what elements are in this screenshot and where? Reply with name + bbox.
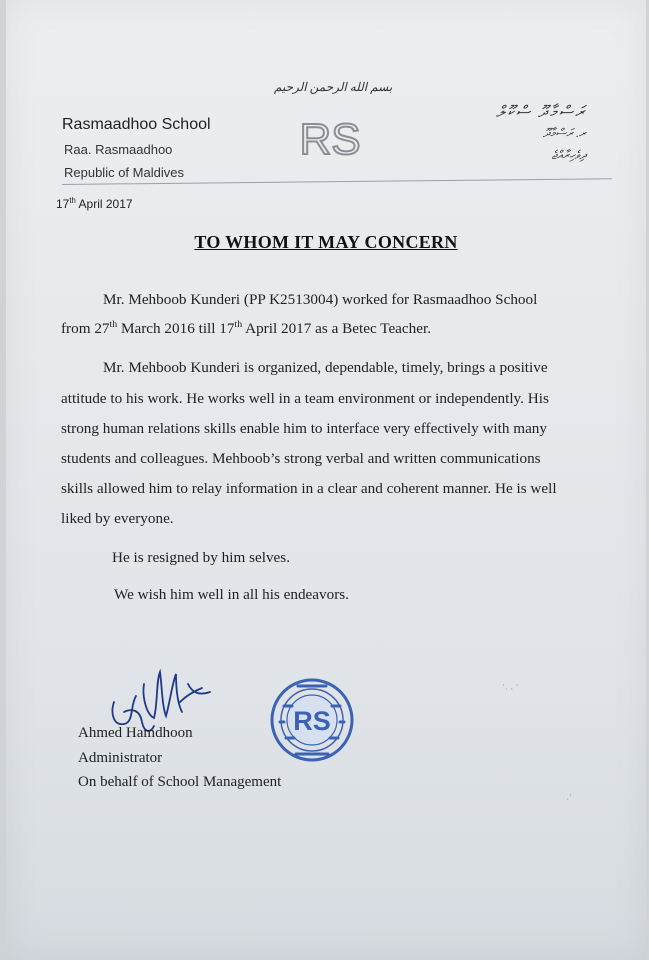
paragraph-line: attitude to his work. He works well in a team environment or independently. His: [61, 390, 549, 407]
logo-letters: RS: [299, 115, 361, 164]
letter-title: TO WHOM IT MAY CONCERN: [194, 232, 458, 252]
paragraph-line: skills allowed him to relay information in a clear and coherent manner. He is well: [61, 480, 557, 497]
paper-speck: ·ˏ ˎ ·: [502, 680, 519, 690]
stamp-letters: RS: [293, 706, 331, 736]
school-stamp: [268, 676, 356, 764]
school-name: Rasmaadhoo School: [62, 116, 211, 133]
dhivehi-atoll: ރ. ރަސްމާދޫ: [542, 126, 586, 140]
paragraph-line: Mr. Mehboob Kunderi (PP K2513004) worked for Rasmaadhoo School: [103, 291, 538, 308]
letter-date: 17th April 2017: [56, 196, 133, 211]
signatory-role: Administrator: [78, 750, 163, 766]
paper-speck: ˎ·: [566, 790, 572, 800]
school-country: Republic of Maldives: [64, 165, 184, 180]
paragraph-line: liked by everyone.: [61, 510, 174, 527]
paragraph-line: He is resigned by him selves.: [112, 549, 291, 566]
paragraph-line: strong human relations skills enable him to interface very effectively with many: [61, 420, 547, 437]
paragraph-line: students and colleagues. Mehboob’s strong verbal and written communications: [61, 450, 541, 467]
letter-page: [6, 0, 646, 960]
bismillah-calligraphy: بسم الله الرحمن الرحيم: [274, 80, 393, 94]
signatory-name: Ahmed Hamdhoon: [78, 725, 193, 741]
paragraph-line: We wish him well in all his endeavors.: [114, 586, 349, 603]
paragraph-line: Mr. Mehboob Kunderi is organized, dependable, timely, brings a positive: [103, 359, 548, 376]
school-logo: [296, 108, 364, 166]
signatory-behalf: On behalf of School Management: [78, 774, 282, 790]
dhivehi-country: ދިވެހިރާއްޖެ: [551, 148, 586, 162]
dhivehi-school-name: ރަސްމާދޫ ސްކޫލް: [496, 104, 586, 121]
school-atoll: Raa. Rasmaadhoo: [64, 142, 173, 157]
paragraph-line: from 27th March 2016 till 17th April 2017 as a Betec Teacher.: [61, 319, 432, 338]
